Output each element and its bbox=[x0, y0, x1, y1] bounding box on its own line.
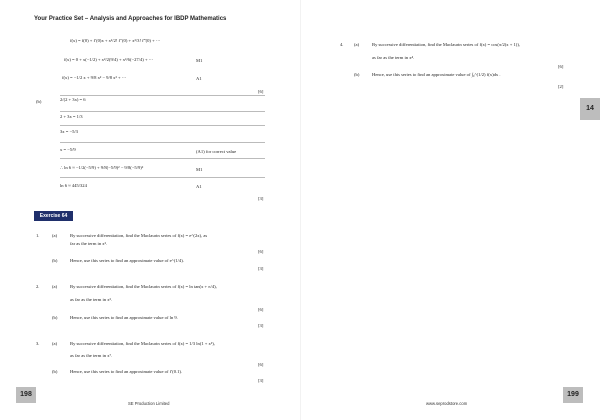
part-b-label: (b) bbox=[36, 99, 42, 104]
running-header: Your Practice Set – Analysis and Approaches for IBDP Mathematics bbox=[34, 16, 227, 22]
q2-a-text-cont: as far as the term in x³. bbox=[70, 297, 113, 302]
q2-b-text: Hence, use this series to find an approximate value of ln 9. bbox=[70, 315, 178, 320]
q1-a-marks: [6] bbox=[258, 249, 264, 254]
q2-a-marks: [6] bbox=[258, 307, 264, 312]
q1-a-text: By successive differentiation, find the Maclaurin series of f(x) = e^(2x), as bbox=[70, 233, 208, 238]
q4-b-text: Hence, use this series to find an approximate value of ∫₀^(1/2) f(x)dx . bbox=[372, 72, 501, 77]
q3-a-marks: [6] bbox=[258, 362, 264, 367]
q4-a-marks: [6] bbox=[558, 64, 564, 69]
solution-mark-m1: M1 bbox=[196, 58, 203, 63]
q2-a-text: By successive differentiation, find the Maclaurin series of f(x) = ln tan(x + π/4), bbox=[70, 284, 217, 289]
q1-b-label: (b) bbox=[52, 258, 58, 263]
rule-line bbox=[60, 111, 265, 112]
q4-b-marks: [2] bbox=[558, 84, 564, 89]
solution-mark-a1: A1 bbox=[196, 76, 202, 81]
part-b-line-2: 2 + 3x = 1/3 bbox=[60, 114, 83, 119]
q1-a-text-cont: far as the term in x³. bbox=[70, 241, 108, 246]
page-number-right: 199 bbox=[563, 387, 583, 403]
q4-a-text-cont: as far as the term in x⁴. bbox=[372, 55, 415, 60]
q1-a-label: (a) bbox=[52, 233, 58, 238]
part-b-total-3: [3] bbox=[258, 196, 264, 201]
q1-number: 1. bbox=[36, 233, 40, 238]
solution-line-3: f(x) = −1/2 x + 9/8 x² − 9/8 x³ + ⋯ bbox=[62, 75, 127, 80]
q3-a-text: By successive differentiation, find the Maclaurin series of f(x) = 1/3 ln(1 + x³), bbox=[70, 341, 215, 346]
q3-b-text: Hence, use this series to find an approximate value of f′(0.1). bbox=[70, 369, 183, 374]
exercise-heading: Exercise 64 bbox=[34, 211, 73, 221]
q4-b-label: (b) bbox=[354, 72, 360, 77]
solution-line-2: f(x) = 0 + x(−1/2) + x²/2(9/4) + x³/6(−27/4) + ⋯ bbox=[64, 57, 154, 62]
part-b-line-5: ∴ ln 6 ≈ −1/2(−5/9) + 9/8(−5/9)² − 9/8(−5/9)³ bbox=[60, 165, 144, 170]
q3-b-label: (b) bbox=[52, 369, 58, 374]
q3-b-marks: [3] bbox=[258, 378, 264, 383]
q4-a-text: By successive differentiation, find the Maclaurin series of f(x) = cos(π/2(x + 1)), bbox=[372, 42, 520, 47]
solution-total-6: [6] bbox=[258, 89, 264, 94]
q2-b-label: (b) bbox=[52, 315, 58, 320]
q1-b-marks: [3] bbox=[258, 266, 264, 271]
page-spine bbox=[300, 0, 301, 420]
q4-number: 4. bbox=[340, 42, 344, 47]
q3-a-text-cont: as far as the term in x⁷. bbox=[70, 353, 113, 358]
footer-left: SE Production Limited bbox=[128, 401, 170, 406]
solution-line-1: f(x) = f(0) + f′(0)x + x²/2! f″(0) + x³/3! f‴(0) + ⋯ bbox=[70, 38, 161, 43]
q2-a-label: (a) bbox=[52, 284, 58, 289]
chapter-tab: 14 bbox=[580, 98, 600, 120]
part-b-mark-a1: A1 bbox=[196, 184, 202, 189]
rule-line bbox=[60, 177, 265, 178]
part-b-mark-m1: M1 bbox=[196, 167, 203, 172]
q2-number: 2. bbox=[36, 284, 40, 289]
rule-line bbox=[60, 142, 265, 143]
part-b-mark-a1-correct: (A1) for correct value bbox=[196, 149, 237, 154]
rule-line bbox=[60, 95, 265, 96]
rule-line bbox=[60, 125, 265, 126]
q1-b-text: Hence, use this series to find an approximate value of e^(1/4). bbox=[70, 258, 184, 263]
page-number-left: 198 bbox=[16, 387, 36, 403]
q3-number: 3. bbox=[36, 341, 40, 346]
q4-a-label: (a) bbox=[354, 42, 360, 47]
part-b-line-6: ln 6 ≈ 445/324 bbox=[60, 183, 87, 188]
q3-a-label: (a) bbox=[52, 341, 58, 346]
part-b-line-4: x = −5/9 bbox=[60, 147, 76, 152]
part-b-line-3: 3x = −5/3 bbox=[60, 129, 78, 134]
footer-right: www.seprodstore.com bbox=[426, 401, 468, 406]
rule-line bbox=[60, 158, 265, 159]
part-b-line-1: 2/(2 + 3x) = 6 bbox=[60, 97, 86, 102]
q2-b-marks: [3] bbox=[258, 323, 264, 328]
